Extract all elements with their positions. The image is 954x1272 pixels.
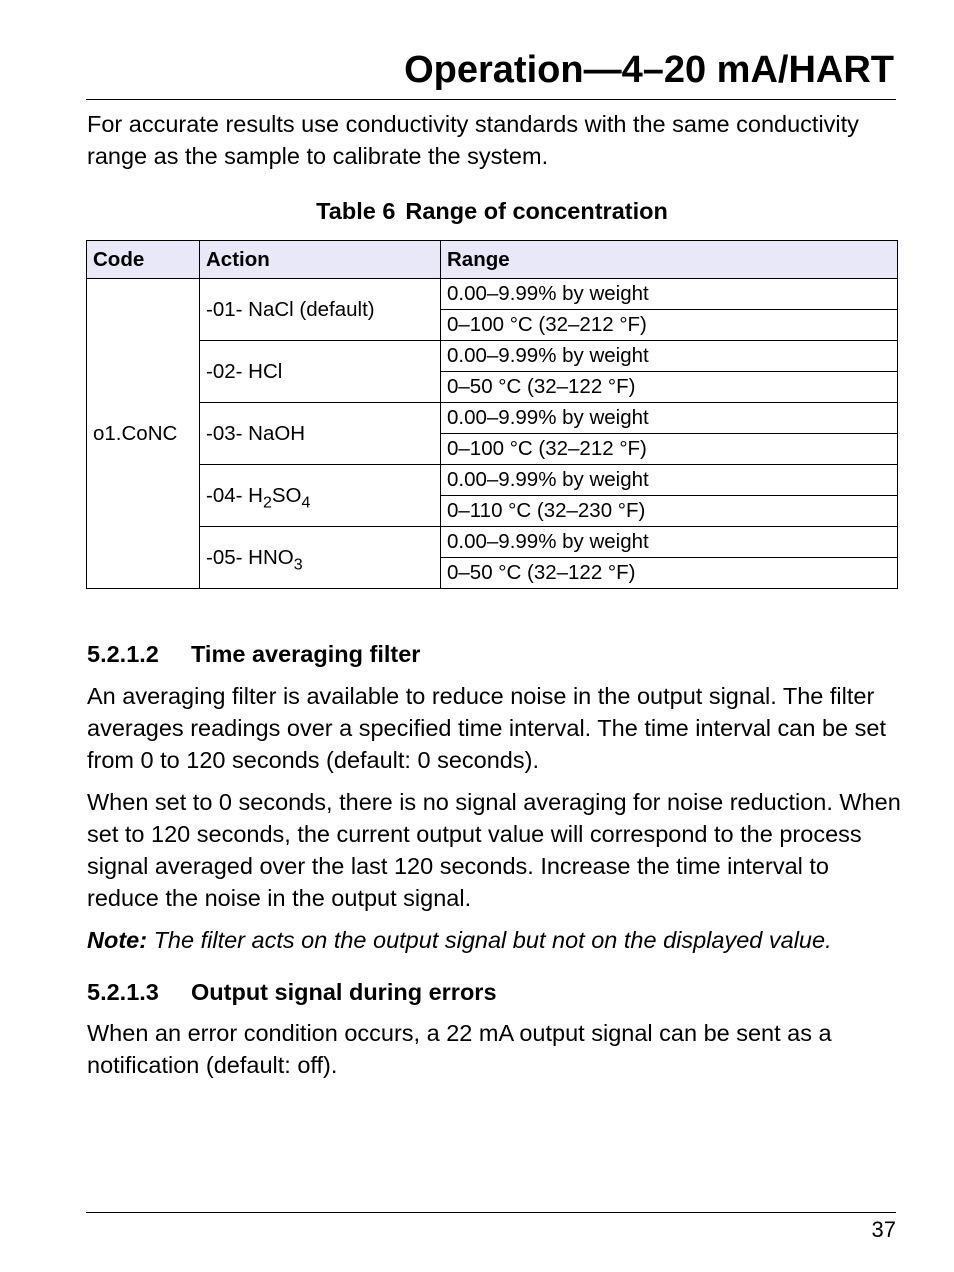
range-weight-cell: 0.00–9.99% by weight <box>441 279 898 310</box>
concentration-table <box>86 240 898 589</box>
action-label: -03- NaOH <box>206 421 306 445</box>
range-temp-cell: 0–50 °C (32–122 °F) <box>441 558 898 589</box>
note-label: Note: <box>87 927 148 953</box>
section-number: 5.2.1.3 <box>87 979 159 1005</box>
note-paragraph <box>87 924 907 956</box>
range-weight-cell: 0.00–9.99% by weight <box>441 527 898 558</box>
action-cell-naoh <box>200 403 441 465</box>
header-action: Action <box>200 241 441 279</box>
range-weight-cell: 0.00–9.99% by weight <box>441 465 898 496</box>
table-row <box>87 341 898 372</box>
range-temp-cell: 0–110 °C (32–230 °F) <box>441 496 898 527</box>
action-cell-nacl <box>200 279 441 341</box>
range-temp-cell: 0–50 °C (32–122 °F) <box>441 372 898 403</box>
time-filter-paragraph-1: An averaging filter is available to reduce noise in the output signal. The filter averages readings over a specified time interval. The time interval can be set from 0 to 120 seconds (default: 0 seconds). <box>87 683 886 773</box>
action-cell-hno3 <box>200 527 441 589</box>
section-title: Time averaging filter <box>191 641 421 667</box>
note-text: The filter acts on the output signal but not on the displayed value. <box>147 927 832 953</box>
formula-subscript: 3 <box>293 556 303 574</box>
section-title: Output signal during errors <box>191 979 497 1005</box>
formula-part: SO <box>271 483 302 507</box>
page-title: Operation—4–20 mA/HART <box>404 49 894 91</box>
table-row <box>87 403 898 434</box>
range-temp-cell: 0–100 °C (32–212 °F) <box>441 434 898 465</box>
title-rule <box>86 99 896 100</box>
table-row <box>87 279 898 310</box>
table-row <box>87 527 898 558</box>
time-filter-paragraph-2: When set to 0 seconds, there is no signal averaging for noise reduction. When set to 120 seconds, the current output value will correspond to the process signal averaged over the last 120 seconds. Increase the time interval to reduce the noise in the output signal. <box>87 789 901 911</box>
page-number: 37 <box>871 1217 896 1242</box>
header-code: Code <box>87 241 200 279</box>
range-weight-cell: 0.00–9.99% by weight <box>441 403 898 434</box>
range-temp-cell: 0–100 °C (32–212 °F) <box>441 310 898 341</box>
section-heading-time-averaging <box>87 639 420 669</box>
formula-subscript: 2 <box>262 494 272 512</box>
header-range: Range <box>441 241 898 279</box>
section-heading-output-errors <box>87 977 497 1007</box>
section-number: 5.2.1.2 <box>87 641 159 667</box>
table-caption-number: Table 6 <box>316 198 396 224</box>
intro-paragraph: For accurate results use conductivity standards with the same conductivity range as the sample to calibrate the system. <box>87 111 859 169</box>
action-label: -04- H <box>206 483 263 507</box>
action-label: -05- HNO <box>206 545 294 569</box>
range-weight-cell: 0.00–9.99% by weight <box>441 341 898 372</box>
output-errors-paragraph: When an error condition occurs, a 22 mA output signal can be sent as a notification (default: off). <box>87 1020 832 1078</box>
action-cell-hcl <box>200 341 441 403</box>
table-caption-text: Range of concentration <box>405 198 668 224</box>
action-label: -01- NaCl (default) <box>206 297 375 321</box>
formula-subscript: 4 <box>301 494 311 512</box>
action-label: -02- HCl <box>206 359 283 383</box>
code-cell: o1.CoNC <box>87 279 200 589</box>
table-row <box>87 465 898 496</box>
action-cell-h2so4 <box>200 465 441 527</box>
footer-rule <box>86 1212 896 1213</box>
table-header-row <box>87 241 898 279</box>
table-caption <box>87 196 897 226</box>
